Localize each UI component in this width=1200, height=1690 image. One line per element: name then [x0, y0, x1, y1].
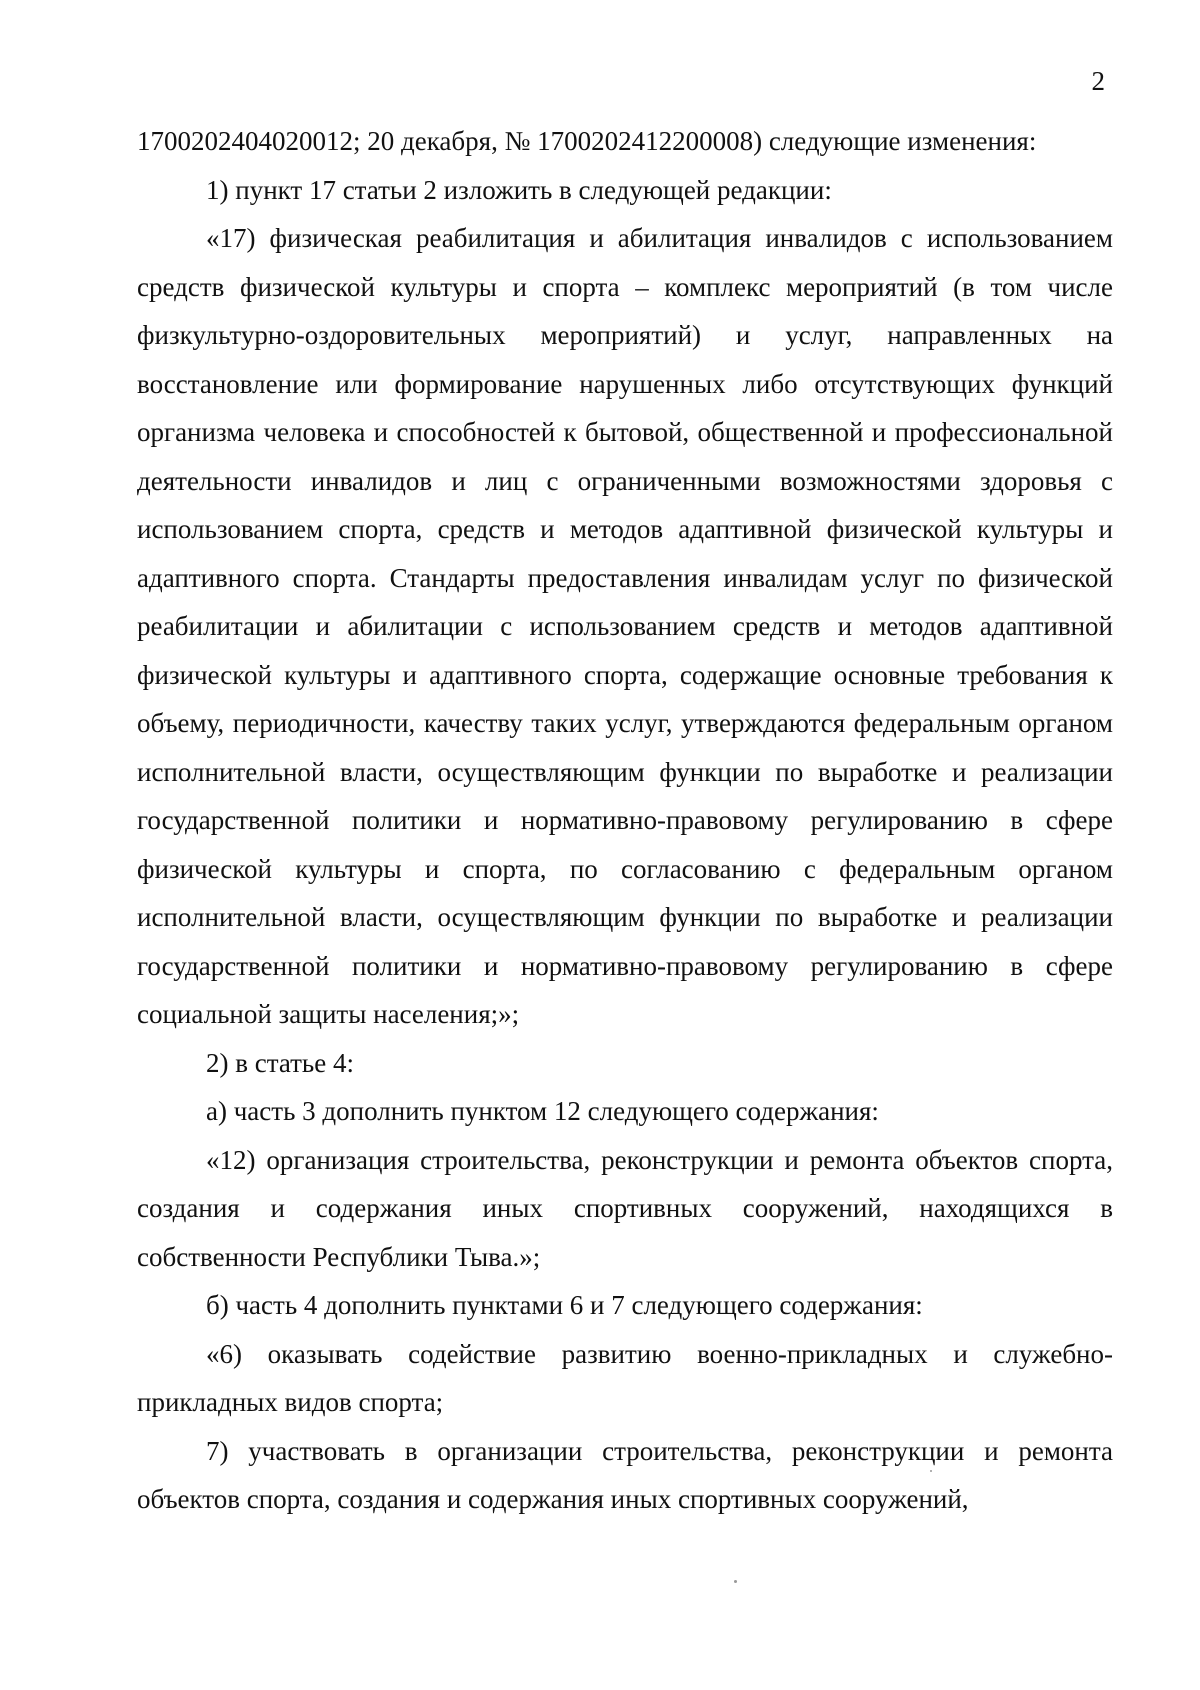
- paragraph-item-17-text: «17) физическая реабилитация и абилитация инвалидов с использованием средств физической культуры и спорта – комплекс мероприятий (в том числе физкультурно-оздоровительных мероприятий) и услуг, направленных на восстановление или формирование нарушенных либо отсутствующих функций организма человека и способностей к бытовой, общественной и профессиональной деятельности инвалидов и лиц с ограниченными возможностями здоровья с использованием спорта, средств и методов адаптивной физической культуры и адаптивного спорта. Стандарты предоставления инвалидам услуг по физической реабилитации и абилитации с использованием средств и методов адаптивной физической культуры и адаптивного спорта, содержащие основные требования к объему, периодичности, качеству таких услуг, утверждаются федеральным органом исполнительной власти, осуществляющим функции по выработке и реализации государственной политики и нормативно-правовому регулированию в сфере физической культуры и спорта, по согласованию с федеральным органом исполнительной власти, осуществляющим функции по выработке и реализации государственной политики и нормативно-правовому регулированию в сфере социальной защиты населения;»;: [137, 223, 1113, 1029]
- paragraph-item-6-text: «6) оказывать содействие развитию военно-прикладных и служебно-прикладных видов спорта;: [137, 1338, 1113, 1417]
- paragraph-subitem-b: б) часть 4 дополнить пунктами 6 и 7 следующего содержания:: [206, 1290, 923, 1320]
- paragraph-subitem-a: а) часть 3 дополнить пунктом 12 следующего содержания:: [206, 1096, 879, 1126]
- paragraph-continuation: 1700202404020012; 20 декабря, № 1700202412200008) следующие изменения:: [137, 126, 1037, 156]
- paragraph-item-12-text: «12) организация строительства, реконструкции и ремонта объектов спорта, создания и содержания иных спортивных сооружений, находящихся в собственности Республики Тыва.»;: [137, 1144, 1113, 1272]
- paragraph-item-1: 1) пункт 17 статьи 2 изложить в следующей редакции:: [206, 174, 832, 205]
- scan-speck: [734, 1580, 737, 1583]
- document-body: [137, 117, 1113, 1524]
- paragraph-item-2: 2) в статье 4:: [206, 1047, 354, 1078]
- paragraph-item-7-text: 7) участвовать в организации строительства, реконструкции и ремонта объектов спорта, создания и содержания иных спортивных сооружений,: [137, 1435, 1113, 1514]
- page-number: 2: [1091, 66, 1105, 96]
- scan-speck: [930, 1470, 932, 1472]
